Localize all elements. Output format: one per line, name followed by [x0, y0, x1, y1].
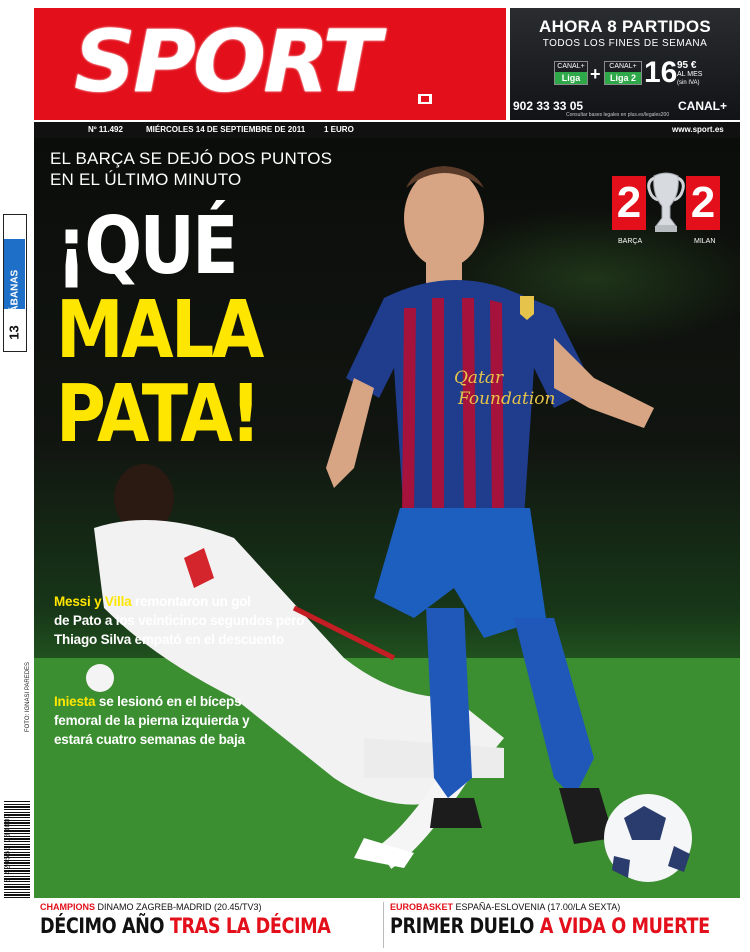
issue-info-bar: [34, 122, 740, 138]
headline-line1: ¡QUÉ: [56, 200, 237, 292]
sabanas-tab[interactable]: [3, 214, 27, 352]
deck1-line2: de Pato a los veinticinco segundos pero: [54, 613, 305, 628]
teaser-champions[interactable]: [40, 902, 380, 948]
promo-title: AHORA 8 PARTIDOS: [539, 17, 711, 36]
footer-divider: [383, 902, 384, 948]
promo-subtitle: TODOS LOS FINES DE SEMANA: [542, 38, 708, 49]
kicker-line1: EL BARÇA SE DEJÓ DOS PUNTOS: [50, 149, 333, 168]
issue-number: Nº 11.492: [88, 125, 123, 134]
issue-date: MIÉRCOLES 14 DE SEPTIEMBRE DE 2011: [146, 125, 306, 134]
logo-mark-icon: [418, 94, 432, 104]
promo-price: 16: [644, 56, 678, 89]
liga2-badge: [604, 61, 642, 85]
teaser-champions-head-red: TRAS LA DÉCIMA: [169, 914, 331, 938]
deck2-highlight: Iniesta: [54, 694, 96, 709]
plus-icon: +: [590, 64, 601, 84]
teaser-eurobasket[interactable]: [390, 902, 738, 948]
deck2-line2: femoral de la pierna izquierda y: [54, 713, 250, 728]
promo-brand: CANAL+: [678, 99, 728, 113]
headline-line2: MALA: [56, 284, 262, 376]
promo-price-tax: (sin IVA): [677, 80, 700, 86]
teaser-eurobasket-tag: [390, 902, 738, 912]
sabanas-tab-label: SÁBANAS: [9, 269, 21, 320]
footer-teasers: [34, 898, 740, 952]
teaser-champions-headline: [40, 914, 331, 938]
home-team: BARÇA: [618, 238, 643, 245]
deck1-highlight: Messi y Villa: [54, 594, 132, 609]
match-score: [612, 170, 722, 245]
canal-plus-promo[interactable]: [510, 8, 740, 120]
barcode-number: 8 420563 030007: [4, 812, 12, 883]
deck-messi-villa[interactable]: [54, 592, 304, 649]
sport-logo[interactable]: SPORT: [74, 12, 379, 112]
photo-credit: [22, 650, 32, 750]
away-team: MILAN: [694, 238, 716, 245]
deck2-line3: estará cuatro semanas de baja: [54, 732, 245, 747]
home-score: 2: [612, 176, 646, 230]
deck1-line3: Thiago Silva empató en el descuento: [54, 632, 285, 647]
jersey-sponsor-line1: Qatar: [454, 368, 504, 388]
deck-iniesta[interactable]: [54, 692, 249, 749]
teaser-eurobasket-detail: ESPAÑA-ESLOVENIA (17.00/LA SEXTA): [453, 902, 621, 912]
cover-photo: [34, 138, 740, 898]
teaser-eurobasket-headline: [390, 914, 710, 938]
liga2-badge-top: CANAL+: [609, 63, 637, 70]
issue-price: 1 EURO: [324, 125, 354, 134]
teaser-champions-category: CHAMPIONS: [40, 902, 96, 912]
headline-line3: PATA!: [56, 368, 259, 460]
promo-phone: 902 33 33 05: [513, 99, 584, 113]
kicker-line2: EN EL ÚLTIMO MINUTO: [50, 170, 242, 189]
teaser-eurobasket-head-red: A VIDA O MUERTE: [539, 914, 710, 938]
away-score: 2: [686, 176, 720, 230]
trophy-icon: [646, 170, 686, 236]
liga-badge: [554, 61, 588, 85]
jersey-sponsor-line2: Foundation: [458, 389, 556, 409]
teaser-eurobasket-category: EUROBASKET: [390, 902, 454, 912]
champions-ball-icon: [604, 794, 692, 882]
teaser-champions-tag: [40, 902, 380, 912]
liga2-badge-main: Liga 2: [605, 72, 641, 84]
masthead: [34, 8, 506, 120]
teaser-champions-head-black: DÉCIMO AÑO: [40, 914, 170, 938]
promo-fine-print: Consultar bases legales en plus.es/legales200: [566, 112, 670, 118]
deck1-line1: remontaron un gol: [131, 594, 251, 609]
main-headline[interactable]: [56, 200, 262, 460]
website-link[interactable]: www.sport.es: [672, 125, 724, 134]
liga-badge-top: CANAL+: [557, 63, 585, 70]
teaser-champions-detail: DINAMO ZAGREB-MADRID (20.45/TV3): [95, 902, 262, 912]
promo-price-cents: 95 €: [677, 60, 697, 71]
cover-kicker: [50, 148, 332, 190]
deck2-line1: se lesionó en el bíceps: [95, 694, 242, 709]
teaser-eurobasket-head-black: PRIMER DUELO: [390, 914, 540, 938]
sabanas-tab-band: [4, 239, 25, 320]
photo-credit-text: FOTO: IGNASI PAREDES: [25, 661, 31, 733]
liga-badge-main: Liga: [555, 72, 587, 84]
sabanas-tab-number: 13: [6, 325, 22, 340]
promo-price-period: AL MES: [677, 71, 703, 78]
